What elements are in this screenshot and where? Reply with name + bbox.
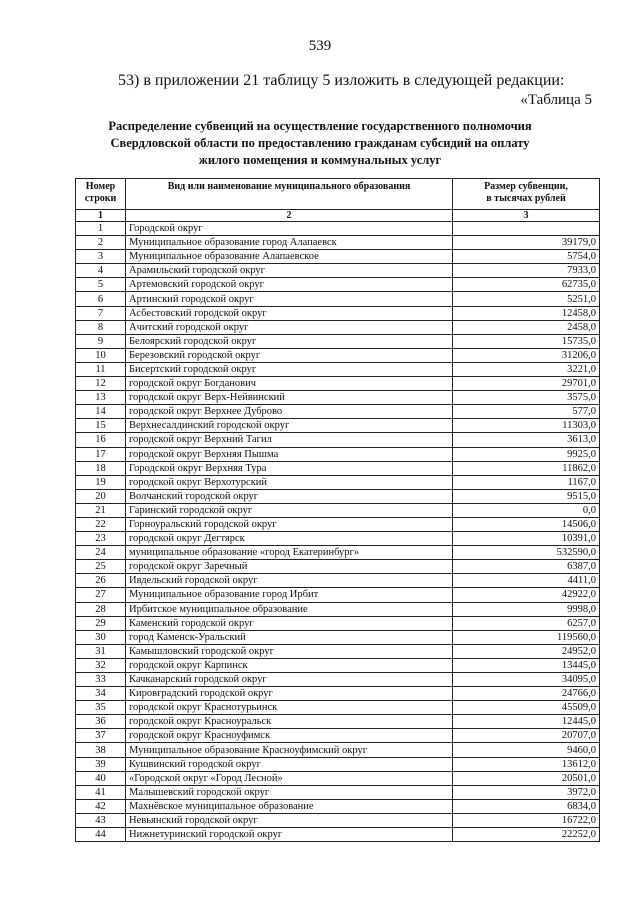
subsidy-amount-cell: 577,0 — [453, 405, 600, 419]
subsidy-amount-cell: 9925,0 — [453, 447, 600, 461]
row-number-cell: 30 — [76, 630, 126, 644]
table-row — [76, 334, 600, 348]
table-row — [76, 278, 600, 292]
row-number-cell: 31 — [76, 644, 126, 658]
subsidy-amount-cell: 5754,0 — [453, 250, 600, 264]
table-row — [76, 391, 600, 405]
row-number-cell: 34 — [76, 687, 126, 701]
municipality-name-cell: муниципальное образование «город Екатеринбург» — [126, 546, 453, 560]
municipality-name-cell: городской округ Краснотурьинск — [126, 701, 453, 715]
table-row — [76, 828, 600, 842]
table-row — [76, 222, 600, 236]
subsidy-amount-cell: 9515,0 — [453, 489, 600, 503]
row-number-cell: 9 — [76, 334, 126, 348]
header-name: Вид или наименование муниципального образования — [126, 179, 453, 210]
municipality-name-cell: городской округ Богданович — [126, 377, 453, 391]
subsidy-amount-cell: 7933,0 — [453, 264, 600, 278]
header-amount-line-1: Размер субвенции, — [484, 181, 568, 192]
municipality-name-cell: Ивдельский городской округ — [126, 574, 453, 588]
subsidy-amount-cell: 24952,0 — [453, 644, 600, 658]
table-row — [76, 362, 600, 376]
table-row — [76, 673, 600, 687]
subsidy-amount-cell: 62735,0 — [453, 278, 600, 292]
row-number-cell: 39 — [76, 757, 126, 771]
municipality-name-cell: Городской округ Верхняя Тура — [126, 461, 453, 475]
heading-line-3: жилого помещения и коммунальных услуг — [198, 153, 442, 167]
municipality-name-cell: Кушвинский городской округ — [126, 757, 453, 771]
header-row-number — [76, 179, 126, 210]
table-heading — [60, 118, 580, 169]
subsidy-amount-cell: 13445,0 — [453, 658, 600, 672]
row-number-cell: 11 — [76, 362, 126, 376]
table-row — [76, 715, 600, 729]
row-number-cell: 14 — [76, 405, 126, 419]
row-number-cell: 28 — [76, 602, 126, 616]
table-row — [76, 630, 600, 644]
table-row — [76, 292, 600, 306]
subsidy-amount-cell: 3613,0 — [453, 433, 600, 447]
municipality-name-cell: Ачитский городской округ — [126, 320, 453, 334]
subsidy-table — [75, 178, 600, 842]
subsidy-amount-cell: 5251,0 — [453, 292, 600, 306]
municipality-name-cell: городской округ Верхняя Пышма — [126, 447, 453, 461]
table-row — [76, 377, 600, 391]
row-number-cell: 40 — [76, 771, 126, 785]
municipality-name-cell: городской округ Верхнее Дуброво — [126, 405, 453, 419]
municipality-name-cell: городской округ Заречный — [126, 560, 453, 574]
column-number-1: 1 — [76, 210, 126, 222]
subsidy-amount-cell: 532590,0 — [453, 546, 600, 560]
subsidy-amount-cell: 1167,0 — [453, 475, 600, 489]
row-number-cell: 17 — [76, 447, 126, 461]
subsidy-amount-cell: 11303,0 — [453, 419, 600, 433]
intro-text: 53) в приложении 21 таблицу 5 изложить в следующей редакции: — [118, 72, 565, 89]
municipality-name-cell: Арамильский городской округ — [126, 264, 453, 278]
subsidy-amount-cell: 3575,0 — [453, 391, 600, 405]
row-number-cell: 18 — [76, 461, 126, 475]
table-row — [76, 771, 600, 785]
subsidy-amount-cell: 12445,0 — [453, 715, 600, 729]
table-row — [76, 348, 600, 362]
row-number-cell: 24 — [76, 546, 126, 560]
table-row — [76, 306, 600, 320]
municipality-name-cell: Артинский городской округ — [126, 292, 453, 306]
municipality-name-cell: Малышевский городской округ — [126, 785, 453, 799]
subsidy-amount-cell: 6257,0 — [453, 616, 600, 630]
table-row — [76, 743, 600, 757]
municipality-name-cell: Муниципальное образование Красноуфимский округ — [126, 743, 453, 757]
subsidy-amount-cell: 0,0 — [453, 503, 600, 517]
subsidy-amount-cell: 45509,0 — [453, 701, 600, 715]
page-number: 539 — [308, 38, 332, 54]
table-row — [76, 264, 600, 278]
table-row — [76, 813, 600, 827]
subsidy-amount-cell: 20707,0 — [453, 729, 600, 743]
table-row — [76, 560, 600, 574]
municipality-name-cell: городской округ Дегтярск — [126, 532, 453, 546]
municipality-name-cell: городской округ Верхотурский — [126, 475, 453, 489]
table-row — [76, 461, 600, 475]
subsidy-amount-cell: 4411,0 — [453, 574, 600, 588]
municipality-name-cell: городской округ Красноуральск — [126, 715, 453, 729]
municipality-name-cell: Качканарский городской округ — [126, 673, 453, 687]
row-number-cell: 35 — [76, 701, 126, 715]
subsidy-amount-cell: 10391,0 — [453, 532, 600, 546]
subsidy-amount-cell: 34095,0 — [453, 673, 600, 687]
row-number-cell: 26 — [76, 574, 126, 588]
table-row — [76, 588, 600, 602]
table-row — [76, 236, 600, 250]
municipality-name-cell: Камышловский городской округ — [126, 644, 453, 658]
row-number-cell: 23 — [76, 532, 126, 546]
row-number-cell: 43 — [76, 813, 126, 827]
table-row — [76, 644, 600, 658]
subsidy-amount-cell: 3972,0 — [453, 785, 600, 799]
subsidy-amount-cell: 2458,0 — [453, 320, 600, 334]
municipality-name-cell: Белоярский городской округ — [126, 334, 453, 348]
row-number-cell: 1 — [76, 222, 126, 236]
table-row — [76, 785, 600, 799]
subsidy-amount-cell: 29701,0 — [453, 377, 600, 391]
table-row — [76, 799, 600, 813]
row-number-cell: 33 — [76, 673, 126, 687]
municipality-name-cell: городской округ Верхний Тагил — [126, 433, 453, 447]
table-row — [76, 658, 600, 672]
table-row — [76, 574, 600, 588]
subsidy-amount-cell: 22252,0 — [453, 828, 600, 842]
subsidy-amount-cell: 9460,0 — [453, 743, 600, 757]
subsidy-amount-cell: 31206,0 — [453, 348, 600, 362]
municipality-name-cell: Ирбитское муниципальное образование — [126, 602, 453, 616]
subsidy-amount-cell: 11862,0 — [453, 461, 600, 475]
row-number-cell: 12 — [76, 377, 126, 391]
row-number-cell: 29 — [76, 616, 126, 630]
table-row — [76, 433, 600, 447]
municipality-name-cell: Артемовский городской округ — [126, 278, 453, 292]
heading-line-1: Распределение субвенций на осуществление государственного полномочия — [108, 119, 532, 133]
municipality-name-cell: Махнёвское муниципальное образование — [126, 799, 453, 813]
subsidy-amount-cell: 24766,0 — [453, 687, 600, 701]
table-row — [76, 405, 600, 419]
municipality-name-cell: Бисертский городской округ — [126, 362, 453, 376]
municipality-name-cell: городской округ Верх-Нейвинский — [126, 391, 453, 405]
row-number-cell: 15 — [76, 419, 126, 433]
municipality-name-cell: Нижнетуринский городской округ — [126, 828, 453, 842]
municipality-name-cell: Каменский городской округ — [126, 616, 453, 630]
table-row — [76, 616, 600, 630]
municipality-name-cell: Городской округ — [126, 222, 453, 236]
subsidy-amount-cell: 20501,0 — [453, 771, 600, 785]
row-number-cell: 25 — [76, 560, 126, 574]
row-number-cell: 5 — [76, 278, 126, 292]
row-number-cell: 7 — [76, 306, 126, 320]
row-number-cell: 32 — [76, 658, 126, 672]
table-row — [76, 503, 600, 517]
row-number-cell: 16 — [76, 433, 126, 447]
municipality-name-cell: городской округ Красноуфимск — [126, 729, 453, 743]
table-row — [76, 320, 600, 334]
row-number-cell: 8 — [76, 320, 126, 334]
header-amount — [453, 179, 600, 210]
municipality-name-cell: Горноуральский городской округ — [126, 517, 453, 531]
column-number-3: 3 — [453, 210, 600, 222]
row-number-cell: 4 — [76, 264, 126, 278]
header-amount-line-2: в тысячах рублей — [486, 193, 566, 204]
table-reference: «Таблица 5 — [520, 92, 592, 108]
table-body — [76, 222, 600, 842]
row-number-cell: 42 — [76, 799, 126, 813]
subsidy-amount-cell: 39179,0 — [453, 236, 600, 250]
header-row-number-line-2: строки — [84, 193, 117, 204]
row-number-cell: 38 — [76, 743, 126, 757]
row-number-cell: 36 — [76, 715, 126, 729]
subsidy-amount-cell: 13612,0 — [453, 757, 600, 771]
table-row — [76, 475, 600, 489]
table-row — [76, 687, 600, 701]
subsidy-amount-cell: 12458,0 — [453, 306, 600, 320]
heading-line-2: Свердловской области по предоставлению гражданам субсидий на оплату — [110, 136, 530, 150]
subsidy-amount-cell — [453, 222, 600, 236]
subsidy-amount-cell: 42922,0 — [453, 588, 600, 602]
table-row — [76, 729, 600, 743]
subsidy-amount-cell: 16722,0 — [453, 813, 600, 827]
row-number-cell: 21 — [76, 503, 126, 517]
municipality-name-cell: Асбестовский городской округ — [126, 306, 453, 320]
subsidy-amount-cell: 6387,0 — [453, 560, 600, 574]
municipality-name-cell: Волчанский городской округ — [126, 489, 453, 503]
subsidy-amount-cell: 15735,0 — [453, 334, 600, 348]
municipality-name-cell: Муниципальное образование город Ирбит — [126, 588, 453, 602]
header-row-number-line-1: Номер — [85, 181, 116, 192]
row-number-cell: 10 — [76, 348, 126, 362]
subsidy-amount-cell: 9998,0 — [453, 602, 600, 616]
subsidy-amount-cell: 14506,0 — [453, 517, 600, 531]
subsidy-amount-cell: 3221,0 — [453, 362, 600, 376]
municipality-name-cell: Муниципальное образование город Алапаевск — [126, 236, 453, 250]
municipality-name-cell: Невьянский городской округ — [126, 813, 453, 827]
row-number-cell: 37 — [76, 729, 126, 743]
table-row — [76, 546, 600, 560]
municipality-name-cell: «Городской округ «Город Лесной» — [126, 771, 453, 785]
row-number-cell: 13 — [76, 391, 126, 405]
municipality-name-cell: Гаринский городской округ — [126, 503, 453, 517]
row-number-cell: 44 — [76, 828, 126, 842]
row-number-cell: 2 — [76, 236, 126, 250]
table-row — [76, 602, 600, 616]
municipality-name-cell: Муниципальное образование Алапаевское — [126, 250, 453, 264]
subsidy-amount-cell: 119560,0 — [453, 630, 600, 644]
table-row — [76, 419, 600, 433]
row-number-cell: 19 — [76, 475, 126, 489]
table-row — [76, 250, 600, 264]
municipality-name-cell: Кировградский городской округ — [126, 687, 453, 701]
municipality-name-cell: Верхнесалдинский городской округ — [126, 419, 453, 433]
row-number-cell: 41 — [76, 785, 126, 799]
table-row — [76, 757, 600, 771]
subsidy-amount-cell: 6834,0 — [453, 799, 600, 813]
municipality-name-cell: Березовский городской округ — [126, 348, 453, 362]
table-row — [76, 517, 600, 531]
column-number-2: 2 — [126, 210, 453, 222]
municipality-name-cell: городской округ Карпинск — [126, 658, 453, 672]
table-row — [76, 447, 600, 461]
municipality-name-cell: город Каменск-Уральский — [126, 630, 453, 644]
table-row — [76, 701, 600, 715]
table-row — [76, 489, 600, 503]
row-number-cell: 27 — [76, 588, 126, 602]
table-row — [76, 532, 600, 546]
row-number-cell: 3 — [76, 250, 126, 264]
row-number-cell: 22 — [76, 517, 126, 531]
row-number-cell: 6 — [76, 292, 126, 306]
row-number-cell: 20 — [76, 489, 126, 503]
